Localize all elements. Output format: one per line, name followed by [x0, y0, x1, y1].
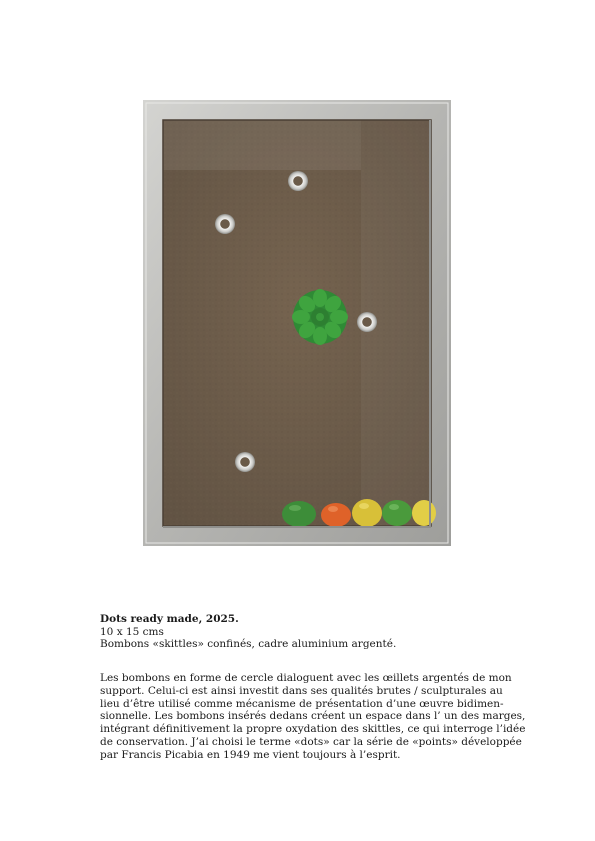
artwork-dimensions: 10 x 15 cms: [100, 625, 164, 638]
eyelet-icon: [357, 312, 377, 332]
description-line: support. Celui-ci est ainsi investit dans ses qualités brutes / sculpturales au: [100, 684, 503, 697]
green-skittle: [382, 500, 412, 526]
description-line: Les bombons en forme de cercle dialoguent avec les œillets argentés de mon: [100, 672, 512, 684]
description-line: lieu d’être utilisé comme mécanisme de présentation d’une œuvre bidimen-: [100, 697, 504, 710]
eyelet-icon: [288, 171, 308, 191]
artwork-caption: [100, 613, 520, 651]
artwork-materials: Bombons «skittles» confinés, cadre aluminium argenté.: [100, 638, 397, 650]
description-line: intégrant définitivement la propre oxydation des skittles, ce qui interroge l’idée: [100, 723, 526, 736]
description-line: de conservation. J’ai choisi le terme «dots» car la série de «points» développée: [100, 735, 522, 748]
yellow-skittle: [412, 500, 436, 526]
artwork-title: Dots ready made, 2025.: [100, 613, 239, 625]
eyelet-icon: [235, 452, 255, 472]
eyelet-icon: [215, 214, 235, 234]
framed-artwork-image: [143, 100, 451, 546]
yellow-skittle: [352, 499, 382, 527]
description-line: sionnelle. Les bombons insérés dedans créent un espace dans l’ un des marges,: [100, 710, 526, 723]
description-line: par Francis Picabia en 1949 me vient toujours à l’esprit.: [100, 748, 401, 761]
green-skittle: [282, 501, 316, 527]
artwork-photo: [143, 100, 451, 546]
artwork-description: [100, 672, 526, 762]
